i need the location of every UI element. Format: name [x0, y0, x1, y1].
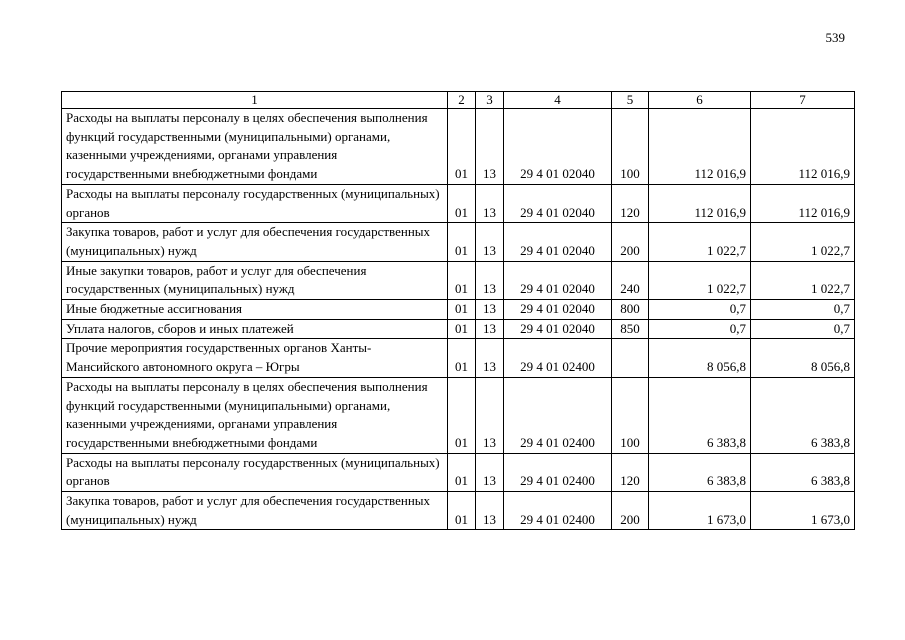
subsection-cell: 13 — [476, 377, 504, 453]
target-article-cell: 29 4 01 02040 — [504, 319, 612, 339]
expense-name-cell: Закупка товаров, работ и услуг для обеспечения государственных (муниципальных) нужд — [62, 492, 448, 530]
expense-name-cell: Иные бюджетные ассигнования — [62, 300, 448, 320]
table-row — [62, 377, 855, 453]
amount-col6-cell: 1 022,7 — [649, 223, 751, 261]
expense-type-cell: 200 — [612, 223, 649, 261]
amount-col7-cell: 0,7 — [751, 319, 855, 339]
section-cell: 01 — [448, 492, 476, 530]
section-cell: 01 — [448, 319, 476, 339]
amount-col6-cell: 6 383,8 — [649, 453, 751, 491]
subsection-cell: 13 — [476, 339, 504, 377]
expense-name-cell: Уплата налогов, сборов и иных платежей — [62, 319, 448, 339]
amount-col7-cell: 8 056,8 — [751, 339, 855, 377]
expense-type-cell: 120 — [612, 184, 649, 222]
section-cell: 01 — [448, 109, 476, 185]
expense-type-cell: 100 — [612, 377, 649, 453]
subsection-cell: 13 — [476, 300, 504, 320]
section-cell: 01 — [448, 453, 476, 491]
subsection-cell: 13 — [476, 319, 504, 339]
expense-type-cell: 800 — [612, 300, 649, 320]
subsection-cell: 13 — [476, 223, 504, 261]
section-cell: 01 — [448, 184, 476, 222]
expense-type-cell — [612, 339, 649, 377]
table-row — [62, 223, 855, 261]
subsection-cell: 13 — [476, 261, 504, 299]
amount-col6-cell: 112 016,9 — [649, 109, 751, 185]
amount-col7-cell: 0,7 — [751, 300, 855, 320]
table-row — [62, 319, 855, 339]
expense-name-cell: Прочие мероприятия государственных органов Ханты-Мансийского автономного округа – Югры — [62, 339, 448, 377]
subsection-cell: 13 — [476, 109, 504, 185]
header-cell-col6: 6 — [649, 92, 751, 109]
budget-table — [61, 91, 855, 530]
table-row — [62, 184, 855, 222]
amount-col7-cell: 1 022,7 — [751, 223, 855, 261]
table-row — [62, 261, 855, 299]
table-row — [62, 492, 855, 530]
table-row — [62, 453, 855, 491]
header-cell-col4: 4 — [504, 92, 612, 109]
header-cell-col3: 3 — [476, 92, 504, 109]
amount-col6-cell: 8 056,8 — [649, 339, 751, 377]
table-row — [62, 300, 855, 320]
target-article-cell: 29 4 01 02400 — [504, 377, 612, 453]
subsection-cell: 13 — [476, 184, 504, 222]
header-cell-col5: 5 — [612, 92, 649, 109]
expense-name-cell: Расходы на выплаты персоналу государственных (муниципальных) органов — [62, 453, 448, 491]
expense-type-cell: 120 — [612, 453, 649, 491]
target-article-cell: 29 4 01 02040 — [504, 109, 612, 185]
header-cell-col1: 1 — [62, 92, 448, 109]
target-article-cell: 29 4 01 02400 — [504, 339, 612, 377]
amount-col6-cell: 112 016,9 — [649, 184, 751, 222]
target-article-cell: 29 4 01 02400 — [504, 492, 612, 530]
subsection-cell: 13 — [476, 453, 504, 491]
target-article-cell: 29 4 01 02040 — [504, 300, 612, 320]
section-cell: 01 — [448, 339, 476, 377]
amount-col7-cell: 6 383,8 — [751, 453, 855, 491]
expense-name-cell: Расходы на выплаты персоналу в целях обеспечения выполнения функций государственными (муниципальными) органами, казенными учреждениями, органами управления государственными внебюджетными фондами — [62, 109, 448, 185]
header-cell-col7: 7 — [751, 92, 855, 109]
header-cell-col2: 2 — [448, 92, 476, 109]
page-number: 539 — [825, 30, 845, 45]
target-article-cell: 29 4 01 02400 — [504, 453, 612, 491]
section-cell: 01 — [448, 377, 476, 453]
amount-col6-cell: 1 022,7 — [649, 261, 751, 299]
section-cell: 01 — [448, 223, 476, 261]
amount-col6-cell: 0,7 — [649, 319, 751, 339]
expense-type-cell: 850 — [612, 319, 649, 339]
amount-col7-cell: 6 383,8 — [751, 377, 855, 453]
expense-type-cell: 100 — [612, 109, 649, 185]
section-cell: 01 — [448, 300, 476, 320]
amount-col7-cell: 112 016,9 — [751, 109, 855, 185]
section-cell: 01 — [448, 261, 476, 299]
table-header-row — [62, 92, 855, 109]
target-article-cell: 29 4 01 02040 — [504, 223, 612, 261]
amount-col6-cell: 6 383,8 — [649, 377, 751, 453]
table-row — [62, 109, 855, 185]
amount-col6-cell: 1 673,0 — [649, 492, 751, 530]
expense-name-cell: Расходы на выплаты персоналу государственных (муниципальных) органов — [62, 184, 448, 222]
subsection-cell: 13 — [476, 492, 504, 530]
expense-type-cell: 200 — [612, 492, 649, 530]
expense-name-cell: Расходы на выплаты персоналу в целях обеспечения выполнения функций государственными (муниципальными) органами, казенными учреждениями, органами управления государственными внебюджетными фондами — [62, 377, 448, 453]
target-article-cell: 29 4 01 02040 — [504, 184, 612, 222]
amount-col7-cell: 1 673,0 — [751, 492, 855, 530]
target-article-cell: 29 4 01 02040 — [504, 261, 612, 299]
expense-name-cell: Закупка товаров, работ и услуг для обеспечения государственных (муниципальных) нужд — [62, 223, 448, 261]
amount-col7-cell: 112 016,9 — [751, 184, 855, 222]
expense-name-cell: Иные закупки товаров, работ и услуг для обеспечения государственных (муниципальных) нужд — [62, 261, 448, 299]
expense-type-cell: 240 — [612, 261, 649, 299]
table-row — [62, 339, 855, 377]
amount-col6-cell: 0,7 — [649, 300, 751, 320]
amount-col7-cell: 1 022,7 — [751, 261, 855, 299]
table-body — [62, 92, 855, 530]
